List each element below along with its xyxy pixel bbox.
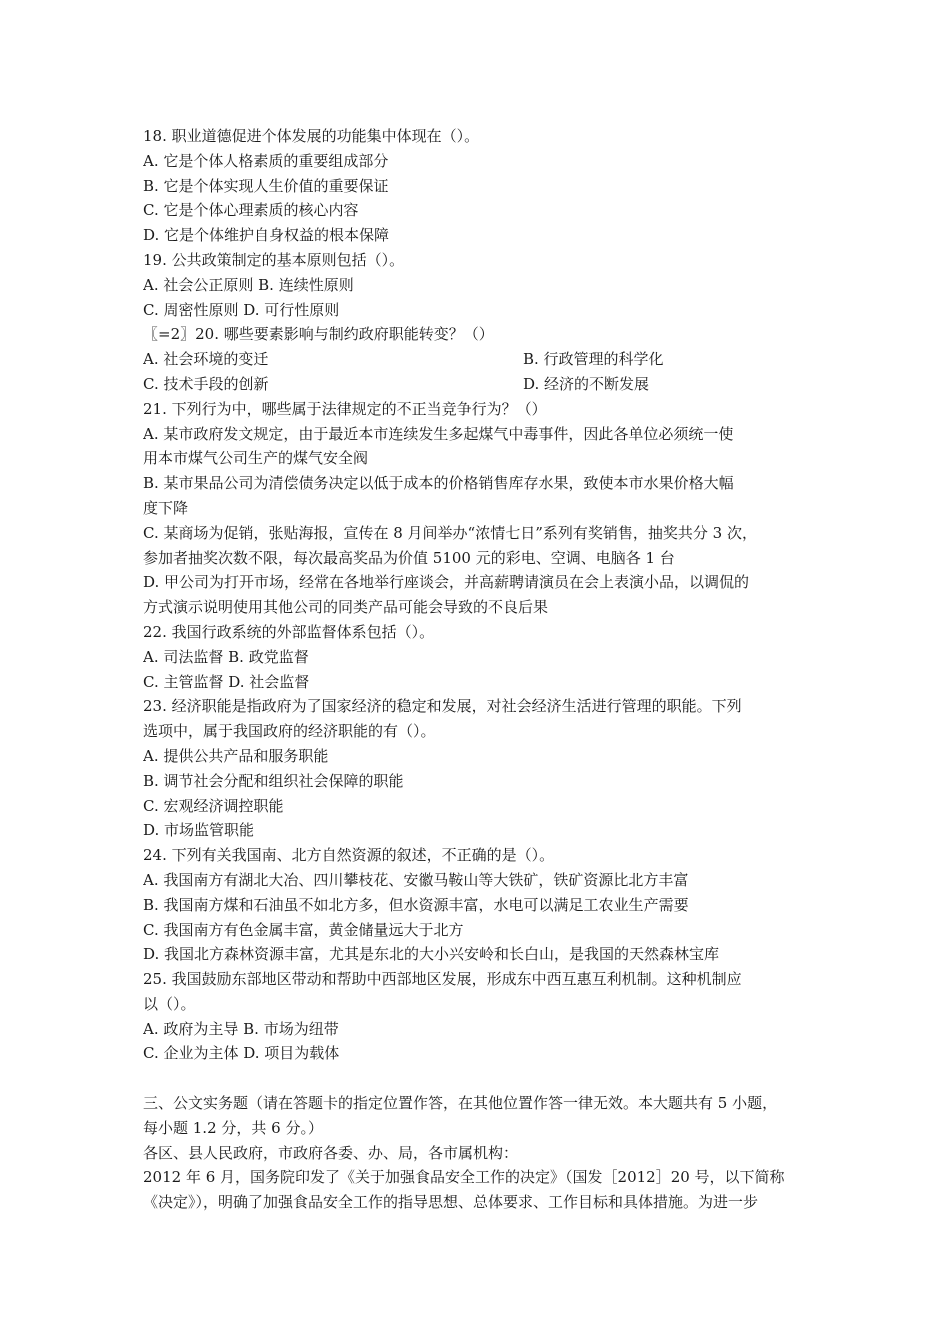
text-line: 25. 我国鼓励东部地区带动和帮助中西部地区发展，形成东中西互惠互利机制。这种机制应 <box>143 970 742 989</box>
questions-18-20 <box>143 124 815 347</box>
memo-body-line: 2012 年 6 月，国务院印发了《关于加强食品安全工作的决定》（国发［2012］20 号，以下简称 <box>143 1168 785 1187</box>
section-heading-cont: 每小题 1.2 分，共 6 分。） <box>143 1118 323 1137</box>
text-line: A. 社会公正原则 B. 连续性原则 <box>143 275 354 294</box>
questions-21-25 <box>143 397 815 1067</box>
text-line: A. 某市政府发文规定，由于最近本市连续发生多起煤气中毒事件，因此各单位必须统一使 <box>143 424 734 443</box>
text-line: A. 我国南方有湖北大冶、四川攀枝花、安徽马鞍山等大铁矿，铁矿资源比北方丰富 <box>143 870 689 889</box>
text-line: 用本市煤气公司生产的煤气安全阀 <box>143 449 369 468</box>
text-line: C. 某商场为促销，张贴海报，宣传在 8 月间举办“浓情七日”系列有奖销售，抽奖共分 3 次， <box>143 523 757 542</box>
text-line: C. 它是个体心理素质的核心内容 <box>143 201 359 220</box>
text-line: B. 我国南方煤和石油虽不如北方多，但水资源丰富，水电可以满足工农业生产需要 <box>143 895 689 914</box>
section-three <box>143 1091 815 1215</box>
text-line: 方式演示说明使用其他公司的同类产品可能会导致的不良后果 <box>143 598 549 617</box>
text-line: B. 调节社会分配和组织社会保障的职能 <box>143 771 404 790</box>
option-left: C. 技术手段的创新 <box>143 374 269 393</box>
q20-options <box>143 347 815 397</box>
section-heading: 三、公文实务题（请在答题卡的指定位置作答，在其他位置作答一律无效。本大题共有 5 小题， <box>143 1094 778 1113</box>
text-line: C. 宏观经济调控职能 <box>143 796 284 815</box>
text-line: 参加者抽奖次数不限，每次最高奖品为价值 5100 元的彩电、空调、电脑各 1 台 <box>143 548 675 567</box>
text-line: 以（）。 <box>143 994 196 1013</box>
text-line: C. 主管监督 D. 社会监督 <box>143 672 310 691</box>
memo-recipients: 各区、县人民政府，市政府各委、办、局，各市属机构： <box>143 1143 519 1162</box>
text-line: 18. 职业道德促进个体发展的功能集中体现在（）。 <box>143 127 480 145</box>
option-right: B. 行政管理的科学化 <box>523 350 664 369</box>
option-right: D. 经济的不断发展 <box>523 374 650 393</box>
text-line: A. 它是个体人格素质的重要组成部分 <box>143 151 389 170</box>
option-left: A. 社会环境的变迁 <box>143 350 269 369</box>
text-line: 24. 下列有关我国南、北方自然资源的叙述，不正确的是（）。 <box>143 846 555 865</box>
section-gap <box>143 1066 815 1091</box>
memo-body-line: 《决定》），明确了加强食品安全工作的指导思想、总体要求、工作目标和具体措施。为进一步 <box>143 1193 759 1212</box>
text-line: C. 周密性原则 D. 可行性原则 <box>143 300 340 319</box>
text-line: 选项中，属于我国政府的经济职能的有（）。 <box>143 722 436 741</box>
text-line: 19. 公共政策制定的基本原则包括（）。 <box>143 250 405 269</box>
text-line: A. 政府为主导 B. 市场为纽带 <box>143 1019 339 1038</box>
text-line: 〖=2〗20. 哪些要素影响与制约政府职能转变？（） <box>143 325 494 344</box>
text-line: 23. 经济职能是指政府为了国家经济的稳定和发展，对社会经济生活进行管理的职能。下列 <box>143 697 742 716</box>
option-row <box>143 347 815 372</box>
document-page <box>143 124 815 1215</box>
text-line: 22. 我国行政系统的外部监督体系包括（）。 <box>143 622 435 641</box>
text-line: D. 它是个体维护自身权益的根本保障 <box>143 226 390 245</box>
text-line: A. 司法监督 B. 政党监督 <box>143 647 309 666</box>
text-line: 21. 下列行为中，哪些属于法律规定的不正当竞争行为？（） <box>143 399 547 418</box>
text-line: 度下降 <box>143 498 189 517</box>
text-line: D. 市场监管职能 <box>143 821 255 840</box>
option-row <box>143 372 815 397</box>
text-line: B. 它是个体实现人生价值的重要保证 <box>143 176 389 195</box>
text-line: D. 我国北方森林资源丰富，尤其是东北的大小兴安岭和长白山，是我国的天然森林宝库 <box>143 945 720 964</box>
text-line: D. 甲公司为打开市场，经常在各地举行座谈会，并高薪聘请演员在会上表演小品，以调侃的 <box>143 573 750 592</box>
text-line: B. 某市果品公司为清偿债务决定以低于成本的价格销售库存水果，致使本市水果价格大幅 <box>143 474 734 493</box>
text-line: C. 我国南方有色金属丰富，黄金储量远大于北方 <box>143 920 464 939</box>
text-line: C. 企业为主体 D. 项目为载体 <box>143 1044 340 1063</box>
text-line: A. 提供公共产品和服务职能 <box>143 746 329 765</box>
